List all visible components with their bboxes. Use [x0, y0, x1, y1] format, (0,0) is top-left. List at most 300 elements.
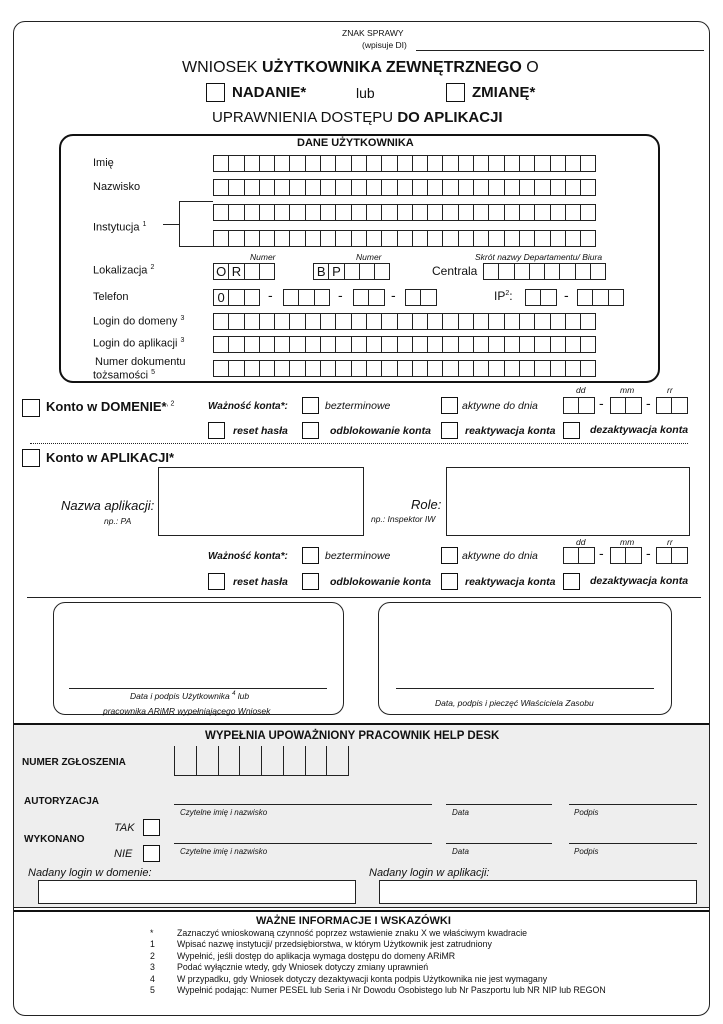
app-bezterminowe-checkbox[interactable] [302, 547, 319, 564]
char-cell[interactable] [244, 179, 260, 196]
login-aplikacja-field[interactable] [379, 880, 697, 904]
char-cell[interactable] [244, 263, 260, 280]
char-cell[interactable] [366, 336, 382, 353]
numer-zgloszenia-cells[interactable] [174, 746, 349, 776]
char-cell[interactable] [259, 360, 275, 377]
char-cell[interactable] [213, 179, 229, 196]
char-cell[interactable] [374, 263, 390, 280]
char-cell[interactable] [427, 336, 443, 353]
char-cell[interactable] [335, 360, 351, 377]
domena-dd-cells[interactable] [563, 397, 594, 414]
char-cell[interactable] [397, 155, 413, 172]
char-cell[interactable] [550, 336, 566, 353]
nie-label: NIE [114, 848, 133, 860]
domena-mm-cells[interactable] [610, 397, 641, 414]
char-cell[interactable] [488, 360, 504, 377]
konto-aplikacja-checkbox[interactable] [22, 449, 40, 467]
char-cell[interactable] [366, 360, 382, 377]
char-cell[interactable] [578, 547, 594, 564]
char-cell[interactable] [397, 336, 413, 353]
telefon-cells-4[interactable] [405, 289, 436, 306]
autoryzacja-sign-line[interactable] [569, 804, 697, 805]
char-cell[interactable] [381, 313, 397, 330]
telefon-cells-3[interactable] [353, 289, 384, 306]
autoryzacja-date-line[interactable] [446, 804, 552, 805]
char-cell[interactable] [366, 230, 382, 247]
char-cell[interactable] [274, 179, 290, 196]
char-cell[interactable] [397, 313, 413, 330]
char-cell[interactable] [305, 204, 321, 221]
char-cell[interactable] [353, 289, 369, 306]
char-cell[interactable] [289, 336, 305, 353]
autoryzacja-label: AUTORYZACJA [24, 796, 100, 807]
char-cell[interactable] [488, 204, 504, 221]
char-cell[interactable] [244, 204, 260, 221]
char-cell[interactable] [366, 155, 382, 172]
char-cell[interactable] [381, 360, 397, 377]
char-cell[interactable] [488, 336, 504, 353]
numer-dok-label-1: Numer dokumentu [95, 356, 186, 368]
char-cell[interactable] [244, 313, 260, 330]
char-cell[interactable] [259, 155, 275, 172]
lokalizacja-bp-cells[interactable] [313, 263, 389, 280]
char-cell[interactable] [534, 230, 550, 247]
char-cell[interactable] [514, 263, 530, 280]
char-cell[interactable] [504, 179, 520, 196]
char-cell[interactable] [529, 263, 545, 280]
char-cell[interactable] [473, 230, 489, 247]
char-cell[interactable] [519, 204, 535, 221]
char-cell[interactable] [534, 336, 550, 353]
char-cell[interactable] [213, 230, 229, 247]
role-field[interactable] [446, 467, 690, 536]
char-cell[interactable] [351, 179, 367, 196]
domena-rr-cells[interactable] [656, 397, 687, 414]
char-cell[interactable] [397, 360, 413, 377]
char-cell[interactable] [458, 313, 474, 330]
char-cell[interactable] [274, 336, 290, 353]
info-title: WAŻNE INFORMACJE I WSKAZÓWKI [256, 915, 451, 927]
app-dezakt-checkbox[interactable] [563, 573, 580, 590]
char-cell[interactable] [289, 230, 305, 247]
telefon-cells-2[interactable] [283, 289, 329, 306]
char-cell[interactable] [335, 313, 351, 330]
char-cell[interactable] [351, 155, 367, 172]
char-cell[interactable] [305, 155, 321, 172]
char-cell[interactable] [504, 230, 520, 247]
char-cell[interactable] [473, 204, 489, 221]
char-cell[interactable] [550, 179, 566, 196]
char-cell[interactable] [244, 360, 260, 377]
char-cell[interactable] [335, 230, 351, 247]
char-cell[interactable] [565, 360, 581, 377]
nie-checkbox[interactable] [143, 845, 160, 862]
char-cell[interactable] [244, 336, 260, 353]
char-cell[interactable] [259, 204, 275, 221]
char-cell[interactable] [244, 155, 260, 172]
char-cell[interactable] [274, 360, 290, 377]
char-cell[interactable] [608, 289, 624, 306]
char-cell[interactable] [610, 547, 626, 564]
char-cell[interactable] [578, 397, 594, 414]
char-cell[interactable] [580, 204, 596, 221]
centrala-label: Centrala [432, 264, 478, 278]
login-domeny-cells[interactable] [213, 313, 595, 330]
user-signature-caption-2: pracownika ARiMR wypełniającego Wniosek [103, 706, 271, 716]
char-cell[interactable] [534, 360, 550, 377]
char-cell[interactable] [368, 289, 384, 306]
domena-reakt-checkbox[interactable] [441, 422, 458, 439]
char-cell[interactable] [519, 155, 535, 172]
char-cell[interactable] [351, 204, 367, 221]
imie-cells[interactable] [213, 155, 595, 172]
char-cell[interactable] [458, 155, 474, 172]
char-cell[interactable] [259, 336, 275, 353]
char-cell[interactable] [381, 336, 397, 353]
char-cell[interactable] [381, 155, 397, 172]
char-cell[interactable] [540, 289, 556, 306]
char-cell[interactable] [283, 289, 299, 306]
char-cell[interactable] [580, 155, 596, 172]
char-cell[interactable] [442, 155, 458, 172]
wykonano-date-line[interactable] [446, 843, 552, 844]
char-cell[interactable] [405, 289, 421, 306]
char-cell[interactable] [483, 263, 499, 280]
app-rr: rr [667, 537, 673, 547]
char-cell[interactable] [244, 230, 260, 247]
char-cell[interactable] [544, 263, 560, 280]
char-cell[interactable] [565, 313, 581, 330]
char-cell[interactable] [427, 179, 443, 196]
char-cell[interactable] [580, 179, 596, 196]
char-cell[interactable] [397, 179, 413, 196]
char-cell[interactable] [565, 204, 581, 221]
char-cell[interactable] [519, 230, 535, 247]
char-cell[interactable] [427, 360, 443, 377]
char-cell[interactable] [610, 397, 626, 414]
char-cell[interactable] [559, 263, 575, 280]
char-cell[interactable] [289, 360, 305, 377]
char-cell[interactable] [351, 336, 367, 353]
char-cell[interactable] [381, 204, 397, 221]
app-odblok-checkbox[interactable] [302, 573, 319, 590]
nadanie-checkbox[interactable] [206, 83, 225, 102]
char-cell[interactable] [575, 263, 591, 280]
char-cell[interactable] [550, 360, 566, 377]
char-cell[interactable] [565, 230, 581, 247]
char-cell[interactable] [320, 230, 336, 247]
char-cell[interactable] [519, 360, 535, 377]
char-cell[interactable] [525, 289, 541, 306]
domena-bezterminowe-checkbox[interactable] [302, 397, 319, 414]
char-cell[interactable] [305, 313, 321, 330]
char-cell[interactable] [228, 204, 244, 221]
char-cell[interactable] [473, 360, 489, 377]
title-line1: WNIOSEK UŻYTKOWNIKA ZEWNĘTRZNEGO O [182, 59, 539, 76]
char-cell[interactable] [427, 313, 443, 330]
char-cell[interactable] [289, 179, 305, 196]
char-cell[interactable] [592, 289, 608, 306]
char-cell[interactable] [498, 263, 514, 280]
instytucja-cells-2[interactable] [213, 230, 595, 247]
wykonano-label: WYKONANO [24, 834, 85, 845]
char-cell[interactable] [563, 397, 579, 414]
char-cell[interactable] [580, 230, 596, 247]
char-cell[interactable] [671, 547, 687, 564]
char-cell[interactable] [550, 204, 566, 221]
char-cell[interactable] [289, 204, 305, 221]
char-cell[interactable] [671, 397, 687, 414]
char-cell[interactable] [320, 313, 336, 330]
lokalizacja-label: Lokalizacja $^2$ [93, 264, 155, 277]
zmiane-checkbox[interactable] [446, 83, 465, 102]
skrot-hint: Skrót nazwy Departamentu/ Biura [475, 252, 603, 262]
char-cell[interactable] [351, 360, 367, 377]
char-cell[interactable] [320, 155, 336, 172]
char-cell[interactable] [427, 230, 443, 247]
centrala-cells[interactable] [483, 263, 605, 280]
char-cell[interactable] [335, 155, 351, 172]
char-cell[interactable] [488, 179, 504, 196]
char-cell[interactable] [458, 204, 474, 221]
char-cell[interactable] [314, 289, 330, 306]
nazwa-aplikacji-field[interactable] [158, 467, 364, 536]
char-cell[interactable] [289, 313, 305, 330]
char-cell[interactable] [565, 155, 581, 172]
char-cell[interactable] [366, 313, 382, 330]
char-cell[interactable] [412, 204, 428, 221]
tak-checkbox[interactable] [143, 819, 160, 836]
char-cell[interactable] [427, 155, 443, 172]
app-mm: mm [620, 537, 635, 547]
konto-domena-checkbox[interactable] [22, 399, 40, 417]
info-item: 1 Wpisać nazwę instytucji/ przedsiębiorstwa, w którym Użytkownik jest zatrudniony [150, 939, 492, 950]
char-cell[interactable] [381, 179, 397, 196]
char-cell[interactable] [335, 179, 351, 196]
char-cell[interactable] [442, 336, 458, 353]
login-domena-field[interactable] [38, 880, 356, 904]
char-cell[interactable] [625, 547, 641, 564]
char-cell[interactable] [274, 204, 290, 221]
char-cell[interactable]: 0 [213, 289, 229, 306]
char-cell[interactable] [442, 360, 458, 377]
char-cell[interactable] [504, 204, 520, 221]
char-cell[interactable] [320, 179, 336, 196]
char-cell[interactable] [420, 289, 436, 306]
char-cell[interactable] [550, 230, 566, 247]
char-cell[interactable] [412, 230, 428, 247]
login-aplikacji-cells[interactable] [213, 336, 595, 353]
char-cell[interactable] [412, 336, 428, 353]
char-cell[interactable] [381, 230, 397, 247]
char-cell[interactable] [274, 230, 290, 247]
char-cell[interactable]: P [328, 263, 344, 280]
char-cell[interactable] [228, 336, 244, 353]
char-cell[interactable] [519, 336, 535, 353]
char-cell[interactable] [625, 397, 641, 414]
char-cell[interactable] [473, 155, 489, 172]
user-signature-line [69, 688, 327, 689]
char-cell[interactable] [289, 155, 305, 172]
app-dezakt-label: dezaktywacja konta [590, 575, 689, 587]
numer-dok-cells[interactable] [213, 360, 595, 377]
char-cell[interactable] [550, 155, 566, 172]
char-cell[interactable] [565, 336, 581, 353]
char-cell[interactable] [534, 155, 550, 172]
char-cell[interactable] [534, 179, 550, 196]
char-cell[interactable] [580, 313, 596, 330]
info-item: 3 Podać wyłącznie wtedy, gdy Wniosek dotyczy zmiany uprawnień [150, 962, 429, 973]
char-cell[interactable] [228, 313, 244, 330]
char-cell[interactable] [577, 289, 593, 306]
char-cell[interactable] [580, 360, 596, 377]
char-cell[interactable] [412, 179, 428, 196]
app-reakt-checkbox[interactable] [441, 573, 458, 590]
char-cell[interactable] [565, 179, 581, 196]
char-cell[interactable] [563, 547, 579, 564]
domena-dezakt-label: dezaktywacja konta [590, 424, 689, 436]
char-cell[interactable] [412, 155, 428, 172]
char-cell[interactable] [534, 204, 550, 221]
char-cell[interactable] [335, 336, 351, 353]
char-cell[interactable] [442, 179, 458, 196]
char-cell[interactable] [320, 336, 336, 353]
app-rr-cells[interactable] [656, 547, 687, 564]
char-cell[interactable] [335, 204, 351, 221]
telefon-dash-2: - [338, 287, 343, 303]
domena-dezakt-checkbox[interactable] [563, 422, 580, 439]
char-cell[interactable] [504, 155, 520, 172]
znak-sprawy-line [416, 50, 704, 51]
char-cell[interactable] [213, 204, 229, 221]
lub-label: lub [356, 85, 375, 101]
char-cell[interactable] [366, 204, 382, 221]
app-bezterminowe-label: bezterminowe [325, 550, 391, 562]
char-cell[interactable] [213, 313, 229, 330]
char-cell[interactable] [519, 313, 535, 330]
char-cell[interactable] [488, 155, 504, 172]
ip-cells-2[interactable] [577, 289, 623, 306]
autoryzacja-date-caption: Data [452, 808, 469, 817]
char-cell[interactable] [344, 263, 360, 280]
char-cell[interactable] [397, 230, 413, 247]
char-cell[interactable] [473, 179, 489, 196]
char-cell[interactable] [305, 230, 321, 247]
char-cell[interactable] [305, 336, 321, 353]
char-cell[interactable] [458, 179, 474, 196]
char-cell[interactable] [488, 230, 504, 247]
char-cell[interactable] [473, 313, 489, 330]
char-cell[interactable]: R [228, 263, 244, 280]
char-cell[interactable] [359, 263, 375, 280]
char-cell[interactable] [274, 155, 290, 172]
telefon-cells-1[interactable] [213, 289, 259, 306]
char-cell[interactable] [228, 155, 244, 172]
char-cell[interactable] [427, 204, 443, 221]
nazwisko-cells[interactable] [213, 179, 595, 196]
char-cell[interactable] [213, 360, 229, 377]
char-cell[interactable] [320, 360, 336, 377]
char-cell[interactable] [228, 360, 244, 377]
char-cell[interactable] [504, 313, 520, 330]
instytucja-cells-1[interactable] [213, 204, 595, 221]
char-cell[interactable] [442, 204, 458, 221]
app-mm-cells[interactable] [610, 547, 641, 564]
wykonano-name-line[interactable] [174, 843, 432, 844]
domena-reset-checkbox[interactable] [208, 422, 225, 439]
char-cell[interactable] [228, 179, 244, 196]
char-cell[interactable] [534, 313, 550, 330]
autoryzacja-name-line[interactable] [174, 804, 432, 805]
char-cell[interactable] [580, 336, 596, 353]
char-cell[interactable] [504, 360, 520, 377]
char-cell[interactable] [274, 313, 290, 330]
app-reset-checkbox[interactable] [208, 573, 225, 590]
char-cell[interactable] [442, 313, 458, 330]
char-cell[interactable] [412, 313, 428, 330]
app-aktywne-checkbox[interactable] [441, 547, 458, 564]
char-cell[interactable] [320, 204, 336, 221]
char-cell[interactable] [228, 289, 244, 306]
char-cell[interactable] [504, 336, 520, 353]
char-cell[interactable] [351, 313, 367, 330]
char-cell[interactable] [397, 204, 413, 221]
domena-aktywne-checkbox[interactable] [441, 397, 458, 414]
char-cell[interactable] [259, 263, 275, 280]
instytucja-connector [163, 224, 179, 225]
lokalizacja-or-cells[interactable] [213, 263, 274, 280]
char-cell[interactable] [473, 336, 489, 353]
char-cell[interactable] [550, 313, 566, 330]
char-cell[interactable] [519, 179, 535, 196]
app-dd-cells[interactable] [563, 547, 594, 564]
domena-date-dash-1: - [599, 395, 604, 411]
char-cell[interactable] [488, 313, 504, 330]
char-cell[interactable] [412, 360, 428, 377]
numer-dok-label-2: tożsamości $^5$ [93, 369, 155, 382]
char-cell[interactable] [458, 230, 474, 247]
char-cell[interactable] [366, 179, 382, 196]
char-cell[interactable] [305, 360, 321, 377]
char-cell[interactable]: O [213, 263, 229, 280]
role-label: Role: [411, 497, 442, 512]
char-cell[interactable] [656, 547, 672, 564]
char-cell[interactable] [442, 230, 458, 247]
char-cell[interactable] [213, 336, 229, 353]
char-cell[interactable] [244, 289, 260, 306]
char-cell[interactable] [259, 179, 275, 196]
ip-cells-1[interactable] [525, 289, 556, 306]
wykonano-date-caption: Data [452, 847, 469, 856]
imie-label: Imię [93, 157, 114, 169]
wykonano-sign-line[interactable] [569, 843, 697, 844]
char-cell[interactable] [298, 289, 314, 306]
char-cell[interactable] [458, 336, 474, 353]
char-cell[interactable] [351, 230, 367, 247]
autoryzacja-name-caption: Czytelne imię i nazwisko [180, 808, 268, 817]
domena-odblok-checkbox[interactable] [302, 422, 319, 439]
wpisuje-label: (wpisuje DI) [362, 40, 407, 50]
char-cell[interactable] [305, 179, 321, 196]
char-cell[interactable] [228, 230, 244, 247]
char-cell[interactable] [213, 155, 229, 172]
char-cell[interactable]: B [313, 263, 329, 280]
char-cell[interactable] [656, 397, 672, 414]
char-cell[interactable] [259, 313, 275, 330]
char-cell[interactable] [259, 230, 275, 247]
char-cell[interactable] [590, 263, 606, 280]
char-cell[interactable] [458, 360, 474, 377]
